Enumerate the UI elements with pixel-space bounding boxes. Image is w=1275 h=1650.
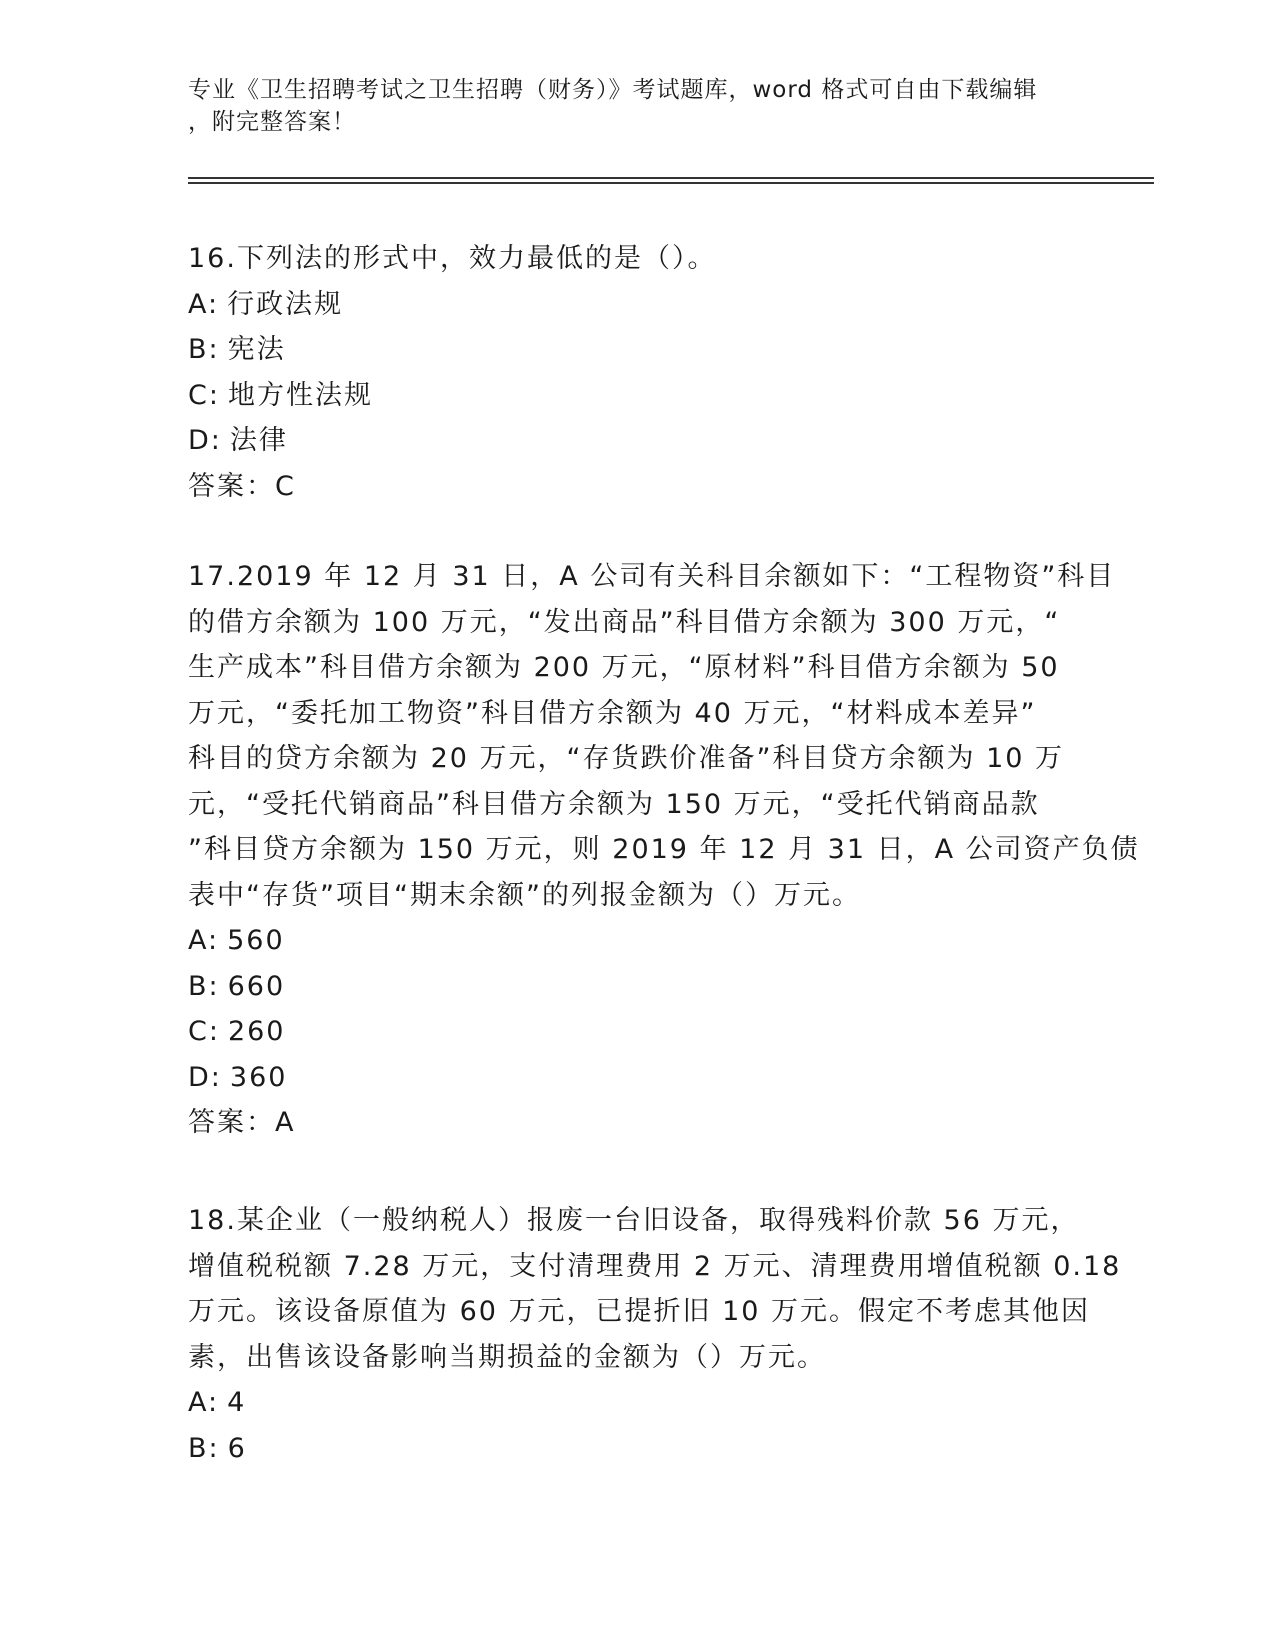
option-letter: D: [188,425,222,456]
document-header [188,74,1068,138]
stem-line: 元，“受托代销商品”科目借方余额为 150 万元，“受托代销商品款 [188,788,1040,820]
header-divider-top [188,177,1154,179]
option-letter: A: [188,1387,220,1418]
option-text: 560 [227,925,285,956]
stem-line: 18.某企业（一般纳税人）报废一台旧设备，取得残料价款 56 万元， [188,1205,1080,1236]
stem-line: 生产成本”科目借方余额为 200 万元，“原材料”科目借方余额为 50 [188,652,1060,683]
option-letter: A: [188,288,220,320]
option-b [188,327,1088,373]
stem-line: 增值税税额 7.28 万元，支付清理费用 2 万元、清理费用增值税额 0.18 [188,1250,1122,1282]
header-line-2: ，附完整答案！ [188,109,356,135]
question-stem [188,554,1140,918]
option-text: 6 [227,1432,247,1464]
option-text: 260 [227,1016,286,1047]
stem-line: 17.2019 年 12 月 31 日，A 公司有关科目余额如下：“工程物资”科目 [188,561,1116,592]
option-b [188,964,1088,1010]
option-text: 法律 [229,425,288,456]
option-a [188,918,1088,964]
header-line-1: 专业《卫生招聘考试之卫生招聘（财务）》考试题库，word 格式可自由下载编辑 [188,77,1038,103]
stem-line: 16.下列法的形式中，效力最低的是（）。 [188,243,717,274]
option-text: 660 [227,970,286,1002]
option-letter: C: [188,1016,220,1047]
option-letter: C: [188,379,220,411]
header-divider-bottom [188,182,1154,184]
stem-line: 万元，“委托加工物资”科目借方余额为 40 万元，“材料成本差异” [188,697,1037,729]
option-d [188,418,1088,464]
question-stem [188,236,1088,282]
stem-line: 表中“存货”项目“期末余额”的列报金额为（）万元。 [188,879,861,911]
answer-line: 答案：A [188,1107,296,1138]
option-letter: B: [188,970,220,1002]
option-c [188,373,1088,419]
option-a [188,1380,1088,1426]
stem-line: 科目的贷方余额为 20 万元，“存货跌价准备”科目贷方余额为 10 万 [188,743,1065,774]
stem-line: 素，出售该设备影响当期损益的金额为（）万元。 [188,1341,826,1373]
stem-line: ”科目贷方余额为 150 万元，则 2019 年 12 月 31 日，A 公司资产负债 [188,834,1140,865]
option-text: 360 [229,1061,288,1093]
option-b [188,1426,1088,1472]
option-c [188,1009,1088,1055]
option-text: 宪法 [227,334,286,365]
option-letter: B: [188,1432,220,1464]
option-text: 地方性法规 [227,379,373,411]
question-16 [188,236,1088,509]
question-17 [188,554,1140,1146]
question-18 [188,1198,1122,1471]
answer-line: 答案：C [188,470,296,502]
option-d [188,1055,1088,1101]
stem-line: 万元。该设备原值为 60 万元，已提折旧 10 万元。假定不考虑其他因 [188,1296,1091,1327]
option-letter: D: [188,1061,222,1093]
option-text: 行政法规 [227,288,344,320]
option-text: 4 [227,1387,247,1418]
option-letter: B: [188,334,220,365]
option-a [188,282,1088,328]
stem-line: 的借方余额为 100 万元，“发出商品”科目借方余额为 300 万元，“ [188,606,1061,638]
question-stem [188,1198,1122,1380]
option-letter: A: [188,925,220,956]
